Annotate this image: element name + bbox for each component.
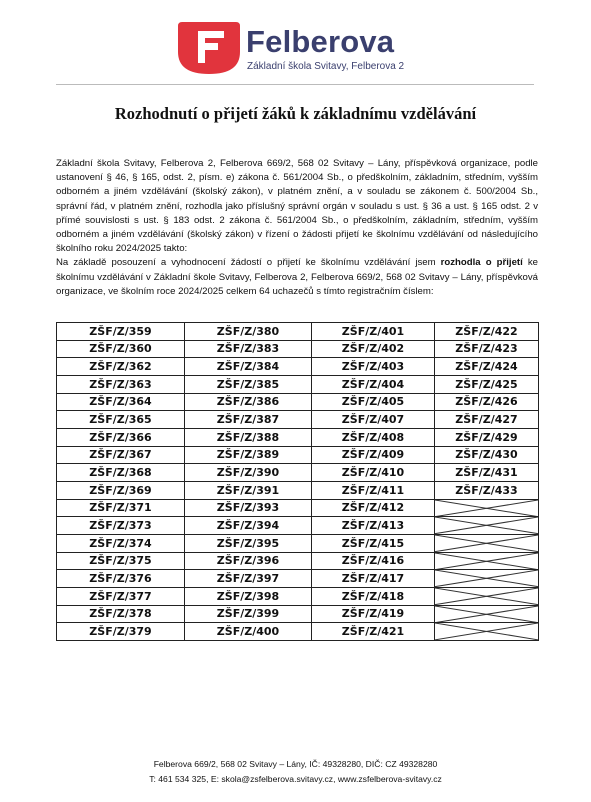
- registration-number: ZŠF/Z/422: [435, 323, 539, 341]
- registration-number: ZŠF/Z/398: [185, 587, 312, 605]
- table-row: [57, 587, 539, 605]
- registration-number: ZŠF/Z/429: [435, 428, 539, 446]
- table-row: [57, 411, 539, 429]
- brand-name: Felberova: [246, 24, 395, 59]
- registration-number: ZŠF/Z/423: [435, 340, 539, 358]
- registration-number: ZŠF/Z/379: [57, 623, 185, 641]
- paragraph-2-bold: rozhodla o přijetí: [440, 257, 523, 269]
- footer-contact: T: 461 534 325, E: skola@zsfelberova.svitavy.cz, www.zsfelberova-svitavy.cz: [149, 774, 442, 784]
- registration-number: ZŠF/Z/421: [312, 623, 435, 641]
- registration-number: ZŠF/Z/404: [312, 375, 435, 393]
- registration-number: ZŠF/Z/390: [185, 464, 312, 482]
- registration-number: ZŠF/Z/426: [435, 393, 539, 411]
- registration-number: ZŠF/Z/383: [185, 340, 312, 358]
- registration-number: ZŠF/Z/365: [57, 411, 185, 429]
- crossed-out-cell: [435, 517, 539, 535]
- registration-number: ZŠF/Z/369: [57, 481, 185, 499]
- registration-number: ZŠF/Z/391: [185, 481, 312, 499]
- registration-number: ZŠF/Z/431: [435, 464, 539, 482]
- table-row: [57, 605, 539, 623]
- table-row: [57, 499, 539, 517]
- crossed-out-cell: [435, 570, 539, 588]
- registration-number: ZŠF/Z/360: [57, 340, 185, 358]
- crossed-out-cell: [435, 534, 539, 552]
- paragraph-2-end: ke školnímu vzdělávání v Základní škole Svitavy, Felberova 2, Felberova 669/2, 568 02 Svitavy – Lány, příspěvková organizace, ve školním roce 2024/2025 celkem 64 uchazečů s tímto registračním číslem:: [56, 257, 538, 297]
- table-row: [57, 534, 539, 552]
- crossed-out-cell: [435, 552, 539, 570]
- footer-address: Felberova 669/2, 568 02 Svitavy – Lány, IČ: 49328280, DIČ: CZ 49328280: [153, 759, 438, 769]
- table-row: [57, 375, 539, 393]
- crossed-out-cell: [435, 499, 539, 517]
- document-title: Rozhodnutí o přijetí žáků k základnímu vzdělávání: [114, 104, 477, 123]
- registration-number: ZŠF/Z/384: [185, 358, 312, 376]
- registration-number: ZŠF/Z/400: [185, 623, 312, 641]
- crossed-out-cell: [435, 623, 539, 641]
- registration-table: [56, 322, 539, 641]
- table-row: [57, 517, 539, 535]
- registration-number: ZŠF/Z/364: [57, 393, 185, 411]
- registration-number: ZŠF/Z/408: [312, 428, 435, 446]
- registration-number: ZŠF/Z/412: [312, 499, 435, 517]
- registration-number: ZŠF/Z/385: [185, 375, 312, 393]
- registration-number: ZŠF/Z/380: [185, 323, 312, 341]
- crossed-out-cell: [435, 587, 539, 605]
- registration-number: ZŠF/Z/393: [185, 499, 312, 517]
- table-row: [57, 323, 539, 341]
- registration-number: ZŠF/Z/395: [185, 534, 312, 552]
- registration-number: ZŠF/Z/376: [57, 570, 185, 588]
- registration-number: ZŠF/Z/417: [312, 570, 435, 588]
- table-row: [57, 393, 539, 411]
- registration-number: ZŠF/Z/363: [57, 375, 185, 393]
- table-row: [57, 428, 539, 446]
- registration-number: ZŠF/Z/396: [185, 552, 312, 570]
- paragraph-2-start: Na základě posouzení a vyhodnocení žádostí o přijetí ke školnímu vzdělávání jsem: [56, 257, 441, 269]
- registration-number: ZŠF/Z/401: [312, 323, 435, 341]
- registration-number: ZŠF/Z/403: [312, 358, 435, 376]
- registration-number: ZŠF/Z/397: [185, 570, 312, 588]
- school-logo-icon: [178, 22, 240, 74]
- registration-number: ZŠF/Z/427: [435, 411, 539, 429]
- crossed-out-cell: [435, 605, 539, 623]
- registration-number: ZŠF/Z/378: [57, 605, 185, 623]
- table-row: [57, 358, 539, 376]
- registration-number: ZŠF/Z/373: [57, 517, 185, 535]
- intro-paragraph-2: [56, 256, 538, 299]
- registration-number: ZŠF/Z/411: [312, 481, 435, 499]
- brand-subtitle: Základní škola Svitavy, Felberova 2: [247, 61, 405, 72]
- table-row: [57, 464, 539, 482]
- registration-number: ZŠF/Z/430: [435, 446, 539, 464]
- registration-number: ZŠF/Z/374: [57, 534, 185, 552]
- registration-number: ZŠF/Z/424: [435, 358, 539, 376]
- registration-number: ZŠF/Z/416: [312, 552, 435, 570]
- header-divider: [56, 84, 534, 85]
- registration-number: ZŠF/Z/409: [312, 446, 435, 464]
- registration-number: ZŠF/Z/413: [312, 517, 435, 535]
- table-row: [57, 552, 539, 570]
- table-row: [57, 340, 539, 358]
- registration-number: ZŠF/Z/366: [57, 428, 185, 446]
- registration-number: ZŠF/Z/433: [435, 481, 539, 499]
- registration-number: ZŠF/Z/419: [312, 605, 435, 623]
- registration-number: ZŠF/Z/399: [185, 605, 312, 623]
- table-row: [57, 446, 539, 464]
- registration-number: ZŠF/Z/410: [312, 464, 435, 482]
- table-row: [57, 481, 539, 499]
- intro-text: [56, 157, 538, 299]
- registration-number: ZŠF/Z/367: [57, 446, 185, 464]
- registration-number: ZŠF/Z/368: [57, 464, 185, 482]
- registration-number: ZŠF/Z/389: [185, 446, 312, 464]
- registration-number: ZŠF/Z/387: [185, 411, 312, 429]
- registration-number: ZŠF/Z/407: [312, 411, 435, 429]
- registration-number: ZŠF/Z/402: [312, 340, 435, 358]
- registration-number: ZŠF/Z/386: [185, 393, 312, 411]
- registration-number: ZŠF/Z/375: [57, 552, 185, 570]
- registration-number: ZŠF/Z/425: [435, 375, 539, 393]
- registration-number: ZŠF/Z/394: [185, 517, 312, 535]
- registration-number: ZŠF/Z/418: [312, 587, 435, 605]
- registration-number: ZŠF/Z/415: [312, 534, 435, 552]
- intro-paragraph-1: Základní škola Svitavy, Felberova 2, Felberova 669/2, 568 02 Svitavy – Lány, příspěvková organizace, podle ustanovení § 46, § 165, odst. 2, písm. e) zákona č. 561/2004 Sb., o předškolním, základním, středním, vyšším odborném a jiném vzdělávání (školský zákon), v platném znění, a v souladu se zákonem č. 500/2004 Sb., správní řád, v platném znění, rozhodla jako příslušný správní orgán v souladu s ust. § 36 a ust. § 165 odst. 2 v přímé souvislosti s ust. § 183 odst. 2 zákona č. 561/2004 Sb., o předškolním, základním, středním, vyšším odborném a jiném vzdělávání (školský zákon) v řízení o žádosti přijetí ke školnímu vzdělávání od následujícího školního roku 2024/2025 takto:: [56, 158, 538, 255]
- registration-number: ZŠF/Z/405: [312, 393, 435, 411]
- table-row: [57, 623, 539, 641]
- registration-number: ZŠF/Z/377: [57, 587, 185, 605]
- registration-number: ZŠF/Z/371: [57, 499, 185, 517]
- table-row: [57, 570, 539, 588]
- registration-number: ZŠF/Z/362: [57, 358, 185, 376]
- registration-number: ZŠF/Z/388: [185, 428, 312, 446]
- registration-number: ZŠF/Z/359: [57, 323, 185, 341]
